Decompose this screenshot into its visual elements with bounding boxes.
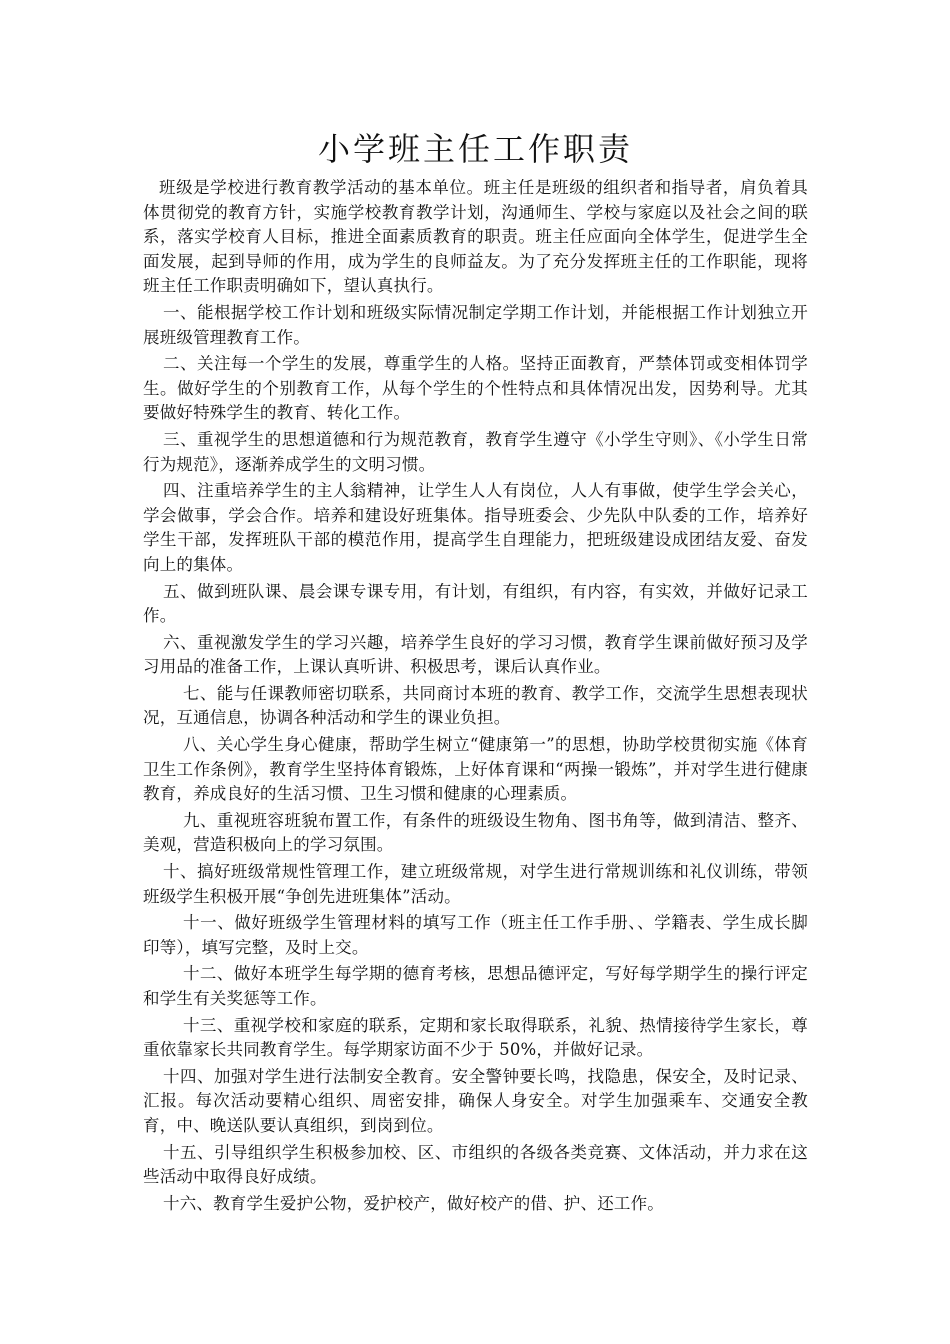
duty-item-13: 十三、重视学校和家庭的联系，定期和家长取得联系，礼貌、热情接待学生家长，尊重依靠家长共同教育学生。每学期家访面不少于 50%，并做好记录。 xyxy=(143,1015,808,1060)
duty-item-5: 五、做到班队课、晨会课专课专用，有计划，有组织，有内容，有实效，并做好记录工作。 xyxy=(143,581,808,626)
duty-item-12: 十二、做好本班学生每学期的德育考核，思想品德评定，写好每学期学生的操行评定和学生有关奖惩等工作。 xyxy=(143,964,808,1008)
duty-item-10: 十、搞好班级常规性管理工作，建立班级常规，对学生进行常规训练和礼仪训练，带领班级学生积极开展“争创先进班集体”活动。 xyxy=(143,862,808,906)
document-title: 小学班主任工作职责 xyxy=(317,130,633,168)
duty-item-3: 三、重视学生的思想道德和行为规范教育，教育学生遵守《小学生守则》、《小学生日常行为规范》，逐渐养成学生的文明习惯。 xyxy=(143,429,808,474)
duty-item-1: 一、能根据学校工作计划和班级实际情况制定学期工作计划，并能根据工作计划独立开展班级管理教育工作。 xyxy=(143,302,808,347)
duty-item-4: 四、注重培养学生的主人翁精神，让学生人人有岗位，人人有事做，使学生学会关心，学会做事，学会合作。培养和建设好班集体。指导班委会、少先队中队委的工作，培养好学生干部，发挥班队干部的模范作用，提高学生自理能力，把班级建设成团结友爱、奋发向上的集体。 xyxy=(143,481,808,574)
duty-item-7: 七、能与任课教师密切联系，共同商讨本班的教育、教学工作，交流学生思想表现状况，互通信息，协调各种活动和学生的课业负担。 xyxy=(143,683,808,728)
duty-item-8: 八、关心学生身心健康，帮助学生树立“健康第一”的思想，协助学校贯彻实施《体育卫生工作条例》，教育学生坚持体育锻炼，上好体育课和“两操一锻炼”，并对学生进行健康教育，养成良好的生活习惯、卫生习惯和健康的心理素质。 xyxy=(143,735,808,804)
duty-item-15: 十五、引导组织学生积极参加校、区、市组织的各级各类竞赛、文体活动，并力求在这些活动中取得良好成绩。 xyxy=(143,1142,808,1187)
document-page xyxy=(143,124,808,1218)
duty-item-2: 二、关注每一个学生的发展，尊重学生的人格。坚持正面教育，严禁体罚或变相体罚学生。做好学生的个别教育工作，从每个学生的个性特点和具体情况出发，因势利导。尤其要做好特殊学生的教育、转化工作。 xyxy=(143,354,808,423)
duty-item-16: 十六、教育学生爱护公物，爱护校产，做好校产的借、护、还工作。 xyxy=(163,1193,664,1213)
duty-item-14: 十四、加强对学生进行法制安全教育。安全警钟要长鸣，找隐患，保安全，及时记录、汇报。每次活动要精心组织、周密安排，确保人身安全。对学生加强乘车、交通安全教育，中、晚送队要认真组织，到岗到位。 xyxy=(143,1066,808,1135)
duty-item-11: 十一、做好班级学生管理材料的填写工作（班主任工作手册、、学籍表、学生成长脚印等），填写完整，及时上交。 xyxy=(143,913,808,957)
duty-item-6: 六、重视激发学生的学习兴趣，培养学生良好的学习习惯，教育学生课前做好预习及学习用品的准备工作，上课认真听讲、积极思考，课后认真作业。 xyxy=(143,632,808,677)
duty-item-9: 九、重视班容班貌布置工作，有条件的班级设生物角、图书角等，做到清洁、整齐、美观，营造积极向上的学习氛围。 xyxy=(143,810,808,855)
intro-paragraph: 班级是学校进行教育教学活动的基本单位。班主任是班级的组织者和指导者，肩负着具体贯彻党的教育方针，实施学校教育教学计划，沟通师生、学校与家庭以及社会之间的联系，落实学校育人目标，推进全面素质教育的职责。班主任应面向全体学生，促进学生全面发展，起到导师的作用，成为学生的良师益友。为了充分发挥班主任的工作职能，现将班主任工作职责明确如下，望认真执行。 xyxy=(143,178,808,296)
